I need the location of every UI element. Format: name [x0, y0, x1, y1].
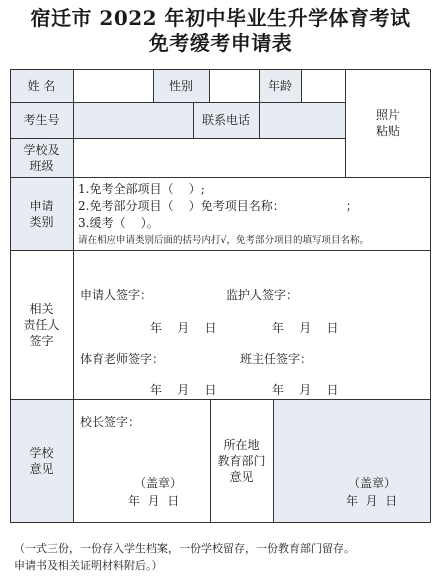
head-teacher-date: 年 月 日: [272, 383, 339, 397]
head-teacher-signature-label: 班主任签字：: [240, 352, 313, 366]
apply-type-label: 申请 类别: [29, 198, 54, 229]
photo-label: 照片 粘贴: [375, 108, 400, 138]
table-border: [10, 69, 431, 523]
footer-note-line2: 申请书及相关证明材料附后。）: [14, 559, 163, 572]
form-title: 宿迁市 2022 年初中毕业生升学体育考试: [30, 6, 411, 30]
form-subtitle: 免考缓考申请表: [148, 31, 293, 55]
edu-dept-seal-label: （盖章）: [348, 476, 397, 490]
age-label: 年龄: [267, 78, 292, 93]
phone-label: 联系电话: [201, 113, 250, 127]
footer-note-line1: （一式三份，一份存入学生档案，一份学校留存，一份教育部门留存。: [14, 542, 355, 555]
edu-dept-date: 年 月 日: [346, 494, 398, 508]
apply-option-3: 3.缓考（ ）。: [78, 216, 159, 230]
responsible-label: 相关 责任人 签字: [23, 301, 60, 348]
apply-note: 请在相应申请类别后面的括号内打√，免考部分项目的填写项目名称。: [78, 235, 370, 246]
guardian-date: 年 月 日: [272, 321, 339, 335]
edu-dept-label: 所在地 教育部门 意见: [217, 438, 266, 484]
gender-label: 性别: [168, 78, 193, 93]
principal-signature-label: 校长签字：: [80, 415, 141, 429]
applicant-signature-label: 申请人签字：: [80, 288, 153, 302]
name-label: 姓 名: [27, 78, 56, 93]
school-opinion-label: 学校 意见: [29, 446, 54, 476]
school-seal-label: （盖章）: [134, 476, 183, 490]
applicant-date: 年 月 日: [150, 321, 217, 335]
school-date: 年 月 日: [128, 494, 180, 508]
school-class-label: 学校及 班级: [23, 142, 60, 173]
guardian-signature-label: 监护人签字：: [226, 288, 299, 302]
apply-option-2: 2.免考部分项目（ ）免考项目名称： ；: [78, 199, 358, 213]
exam-no-label: 考生号: [23, 113, 60, 127]
pe-teacher-signature-label: 体育老师签字：: [80, 352, 165, 366]
pe-teacher-date: 年 月 日: [150, 383, 217, 397]
application-form-table: [10, 69, 431, 523]
apply-option-1: 1.免考全部项目（ ）;: [78, 182, 205, 196]
